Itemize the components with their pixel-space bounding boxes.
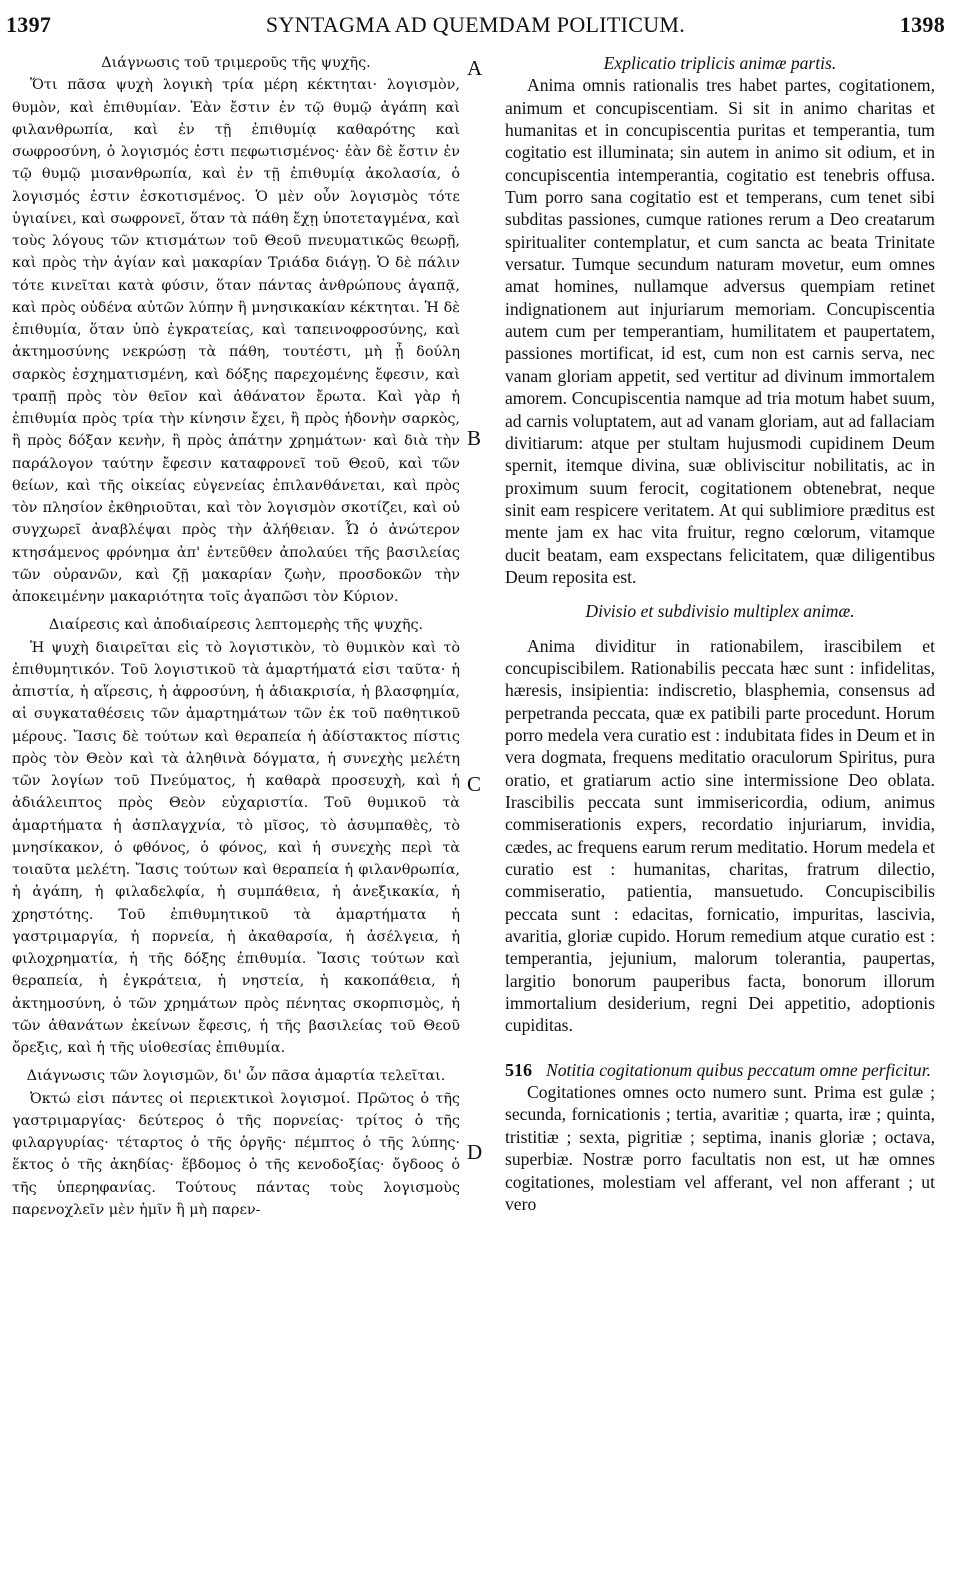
greek-heading-1: Διάγνωσις τοῦ τριμεροῦς τῆς ψυχῆς. (101, 55, 371, 71)
page-header (6, 12, 945, 46)
latin-heading-2: Divisio et subdivisio multiplex animæ. (585, 601, 855, 622)
greek-heading-2: Διαίρεσις καὶ ἀποδιαίρεσις λεπτομερὴς τῆς ψυχῆς. (48, 617, 424, 634)
section-marker-c: C (467, 772, 482, 796)
latin-heading-3 (505, 1059, 935, 1081)
column-number: 516 (505, 1059, 532, 1080)
latin-paragraph-2: Anima dividitur in rationabilem, irascibilem et concupiscibilem. Rationabilis peccata hæc sunt : infidelitas, hæresis, insipientia: indiscretio, blasphemia, consensus ad perpetranda peccata, quæ ex patibili parte procedunt. Horum porro medela vera curatio est : indubitata fides in Deum et in vera dogmata, frequens meditatio oraculorum Spiritus, pura oratio, et gratiarum actio sine intermissione Deo oblata. Irascibilis peccata sunt immisericordia, odium, animus commiserationis expers, recordatio injuriarum, invidia, cædes, ac frequens earum rerum meditatio. Horum medela et curatio est : humanitas, charitas, fratrum dilectio, commiseratio, patientia, mansuetudo. Concupiscibilis peccata sunt : edacitas, fornicatio, impuritas, lascivia, avaritia, gloriæ cupido. Horum remedium atque curatio est : temperantia, jejunium, malorum tolerantia, paupertas, largitio bonorum pauperibus facta, bonorum illorum immortalium desiderium, regni Dei appetitio, adoptionis cupiditas. (505, 635, 935, 1036)
section-marker-b: B (467, 426, 482, 450)
greek-paragraph-3: Ὀκτώ εἰσι πάντες οἱ περιεκτικοὶ λογισμοί. Πρῶτος ὁ τῆς γαστριμαργίας· δεύτερος ὁ τῆς πορνείας· τρίτος ὁ τῆς φιλαργυρίας· τέταρτος ὁ τῆς ὀργῆς· πέμπτος ὁ τῆς λύπης· ἕκτος ὁ τῆς ἀκηδίας· ἕβδομος ὁ τῆς κενοδοξίας· ὄγδοος ὁ τῆς ὑπερηφανίας. Τούτους πάντας τοὺς λογισμοὺς παρενοχλεῖν μὲν ἡμῖν ἢ μὴ παρεν- (12, 1090, 460, 1218)
running-title: SYNTAGMA AD QUEMDAM POLITICUM. (265, 12, 686, 37)
section-marker-d: D (467, 1140, 483, 1164)
greek-column (12, 52, 460, 1221)
latin-paragraph-3: Cogitationes omnes octo numero sunt. Prima est gulæ ; secunda, fornicationis ; tertia, avaritiæ ; quarta, iræ ; quinta, tristitiæ ; sexta, pigritiæ ; septima, inanis gloriæ ; octava, superbiæ. Nostræ porro facultatis non est, ut hæ omnes cogitationes, molestiam vel afferant, vel non afferant ; ut vero (505, 1082, 935, 1214)
greek-heading-3: Διάγνωσις τῶν λογισμῶν, δι' ὧν πᾶσα ἁμαρτία τελεῖται. (26, 1068, 446, 1085)
page-number-right: 1398 (899, 12, 945, 37)
latin-heading-3-text: Notitia cogitationum quibus peccatum omne perficitur. (545, 1059, 932, 1080)
page-number-left: 1397 (6, 12, 52, 37)
latin-column (505, 52, 935, 1215)
section-marker-a: A (467, 56, 483, 80)
latin-paragraph-1: Anima omnis rationalis tres habet partes, cogitationem, animum et concupiscentiam. Si sit in animo charitas et humanitas et in concupiscentia puritas et temperantia, tum cogitatio est illuminata; sin autem in animo sit odium, et in concupiscentia intemperantia, cogitatio est tenebris offusa. Tum porro sana cogitatio est et temperans, cum tenet sibi subditas passiones, cumque rationes rerum a Deo creatarum spiritualiter contemplatur, et cum sancta ac beata Trinitate versatur. Tumque secundum naturam movetur, eum omnes amat homines, nullamque adversus quempiam retinet indignationem aut injuriarum memoriam. Concupiscentia autem cum per temperantiam, humilitatem et paupertatem, passiones mortificat, id est, cum non est carnis serva, nec vanam gloriam appetit, sed vertitur ad divinum immortalem amorem. Concupiscentia namque ad tria motum habet suum, ad carnis voluptatem, aut ad vanam gloriam, aut ad fallaciam divitiarum: atque per stultam hujusmodi cupidinem Deum spernit, itemque divina, suæ obliviscitur nobilitatis, ac in proximum suum ferocit, cogitationem obtenebrat, neque sinit eam respicere veritatem. At qui sublimiore præditus est mente jam ex hac vita fruitur, regno cœlorum, vitamque ducit beatam, eam exspectans felicitatem, quæ diligentibus Deum reposita est. (505, 75, 935, 587)
greek-paragraph-1: Ὅτι πᾶσα ψυχὴ λογικὴ τρία μέρη κέκτηται· λογισμὸν, θυμὸν, καὶ ἐπιθυμίαν. Ἐὰν ἔστιν ἐν τῷ θυμῷ ἀγάπη καὶ φιλανθρωπία, καὶ ἐν τῇ ἐπιθυμίᾳ καθαρότης καὶ σωφροσύνη, ὁ λογισμός ἐστι πεφωτισμένος· ἐὰν δὲ ἔστιν ἐν τῷ θυμῷ μισανθρωπία, καὶ ἐν τῇ ἐπιθυμίᾳ ἀκολασία, ὁ λογισμός ἐστιν ἐσκοτισμένος. Ὁ μὲν οὖν λογισμὸς τότε ὑγιαίνει, καὶ σωφρονεῖ, ὅταν τὰ πάθη ἔχῃ ὑποτεταγμένα, καὶ τοὺς λόγους τῶν κτισμάτων τοῦ Θεοῦ πνευματικῶς θεωρῇ, καὶ πρὸς τὴν ἁγίαν καὶ μακαρίαν Τριάδα διάγῃ. Ὁ δὲ πάλιν τότε κινεῖται κατὰ φύσιν, ὅταν πάντας ἀνθρώπους ἀγαπᾷ, καὶ πρὸς οὐδένα αὐτῶν λύπην ἢ μνησικακίαν κέκτηται. Ἡ δὲ ἐπιθυμία, ὅταν ὑπὸ ἐγκρατείας, καὶ ταπεινοφροσύνης, καὶ ἀκτημοσύνης νεκρώσῃ τὰ πάθη, τουτέστι, μὴ ᾖ δούλη σαρκὸς ἐσχηματισμένη, καὶ δόξης παρεχομένης ἔφεσιν, καὶ τραπῇ πρὸς τὸν θεῖον καὶ ἀθάνατον ἔρωτα. Καὶ γὰρ ἡ ἐπιθυμία πρὸς τρία τὴν κίνησιν ἔχει, ἢ πρὸς ἡδονὴν σαρκὸς, ἢ πρὸς δόξαν κενὴν, ἢ πρὸς ἀπάτην χρημάτων· καὶ διὰ τὴν παράλογον ταύτην ἔφεσιν καταφρονεῖ τοῦ Θεοῦ, καὶ τῶν θείων, καὶ τῆς οἰκείας εὐγενείας ἐπιλανθάνεται, καὶ πρὸς τὸν πλησίον ἐκθηριοῦται, καὶ τὸν λογισμὸν σκοτίζει, καὶ οὐ συγχωρεῖ ἀναβλέψαι πρὸς τὴν ἀλήθειαν. Ὦ ὁ ἀνώτερον κτησάμενος φρόνημα ἀπ' ἐντεῦθεν ἀπολαύει τῆς βασιλείας τῶν οὐρανῶν, καὶ ζῇ μακαρίαν ζωὴν, προσδοκῶν τὴν ἀποκειμένην μακαριότητα τοῖς ἀγαπῶσι τὸν Κύριον. (12, 77, 460, 605)
greek-paragraph-2: Ἡ ψυχὴ διαιρεῖται εἰς τὸ λογιστικὸν, τὸ θυμικὸν καὶ τὸ ἐπιθυμητικόν. Τοῦ λογιστικοῦ τὰ ἁμαρτήματά εἰσι ταῦτα· ἡ ἀπιστία, ἡ αἵρεσις, ἡ ἀφροσύνη, ἡ ἀδιακρισία, ἡ βλασφημία, αἱ συγκαταθέσεις τῶν ἁμαρτημάτων τῶν ἐκ τοῦ παθητικοῦ μέρους. Ἴασις δὲ τούτων καὶ θεραπεία ἡ ἀδίστακτος πίστις πρὸς τὸν Θεὸν καὶ τὰ ἀληθινὰ δόγματα, ἡ συνεχὴς μελέτη τῶν λογίων τοῦ Πνεύματος, ἡ καθαρὰ προσευχὴ, καὶ ἡ ἀδιάλειπτος πρὸς Θεὸν εὐχαριστία. Τοῦ θυμικοῦ τὰ ἁμαρτήματα ἡ ἀσπλαγχνία, τὸ μῖσος, τὸ ἀσυμπαθὲς, τὸ μνησίκακον, ὁ φθόνος, ὁ φόνος, καὶ ἡ συνεχὴς περὶ τὰ τοιαῦτα μελέτη. Ἴασις τούτων καὶ θεραπεία ἡ φιλανθρωπία, ἡ ἀγάπη, ἡ φιλαδελφία, ἡ συμπάθεια, ἡ ἀνεξικακία, ἡ χρηστότης. Τοῦ ἐπιθυμητικοῦ τὰ ἁμαρτήματα ἡ γαστριμαργία, ἡ πορνεία, ἡ ἀκαθαρσία, ἡ ἀσέλγεια, ἡ φιλοχρηματία, ἡ τῆς δόξης ἐπιθυμία. Ἴασις τούτων καὶ θεραπεία, ἡ ἐγκράτεια, ἡ νηστεία, ἡ κακοπάθεια, ἡ ἀκτημοσύνη, ὁ τῶν χρημάτων πρὸς πένητας σκορπισμὸς, ἡ τῶν ἀθανάτων ἐκείνων ἔφεσις, ἡ τῆς βασιλείας τοῦ Θεοῦ ὄρεξις, καὶ ἡ τῆς υἱοθεσίας ἐπιθυμία. (12, 639, 460, 1056)
latin-heading-1: Explicatio triplicis animæ partis. (603, 53, 837, 73)
